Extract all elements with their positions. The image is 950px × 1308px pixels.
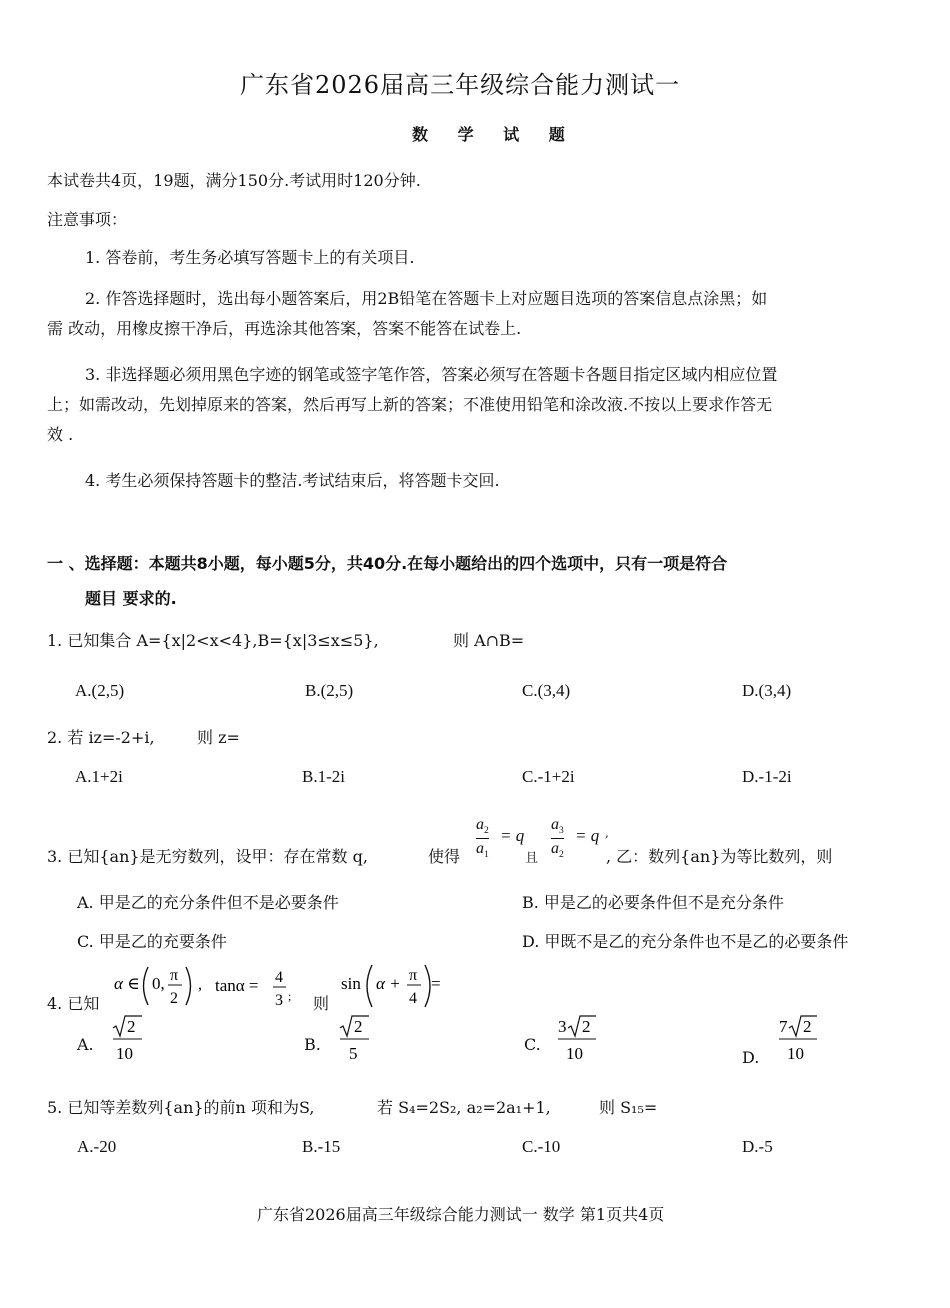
q4-comma: , [198,976,202,993]
exam-intro: 本试卷共4页，19题，满分150分.考试用时120分钟. [47,171,421,190]
subject-title: 数 学 试 题 [412,125,577,144]
q4-semicolon: ; [288,989,292,1003]
question-3-fraction-2: $a_3$ $a_2$ [551,816,564,860]
q4-pi: π [170,967,179,984]
q4-sin: sin [341,974,361,993]
notice-item-3-line2: 上；如需改动，先划掉原来的答案，然后再写上新的答案；不准使用铅笔和涂改液.不按以上要求作答无 [47,395,773,414]
question-2-tail: 则 z= [197,728,240,747]
notice-item-2-line2: 需 改动，用橡皮擦干净后，再选涂其他答案，答案不能答在试卷上. [47,319,522,338]
question-4-option-b-value [337,1014,377,1070]
question-4-option-d-label: D. [742,1048,760,1067]
question-3-and: 且 [525,851,539,866]
section-1-heading-line1: 一 、选择题：本题共8小题，每小题5分，共40分.在每小题给出的四个选项中，只有一项是符合 [47,554,728,573]
q4-sin-paren-right [425,965,430,1007]
q4-three: 3 [275,992,283,1009]
question-3-stem-a: 3. 已知{an}是无穷数列，设甲：存在常数 q, [47,847,368,866]
question-5-tail: 则 S₁₅= [599,1098,658,1117]
question-3-eq-2: = q [575,826,600,845]
q4-four2: 4 [409,990,417,1007]
q4-alpha-plus: α + [376,974,401,993]
svg-text:5: 5 [349,1044,358,1063]
q4-eq: = [431,974,441,993]
question-1-tail: 则 A∩B= [453,631,525,650]
q4-tan: tanα = [215,976,259,995]
question-1-option-b: B.(2,5) [305,681,354,700]
question-4-option-b-label: B. [304,1035,321,1054]
notice-item-1: 1. 答卷前，考生务必填写答题卡上的有关项目. [85,248,415,267]
question-2-option-b: B.1-2i [302,767,345,786]
q4-sin-paren-left [367,965,372,1007]
question-5-option-b: B.-15 [302,1137,341,1156]
question-3-option-c: C. 甲是乙的充要条件 [77,932,227,951]
question-4-option-c-label: C. [524,1035,541,1054]
question-4-then: 则 [313,994,330,1013]
q4-four: 4 [275,969,283,986]
notice-item-3-line3: 效 . [47,425,74,444]
svg-text:2: 2 [582,1017,591,1036]
question-3-option-d: D. 甲既不是乙的充分条件也不是乙的必要条件 [522,932,849,951]
notice-heading: 注意事项： [47,210,128,229]
q4-two: 2 [170,990,178,1007]
question-1-option-a: A.(2,5) [75,681,125,700]
question-4-option-d-value [777,1014,823,1070]
question-5-option-c: C.-10 [522,1137,561,1156]
svg-text:2: 2 [803,1017,812,1036]
svg-text:7: 7 [779,1017,788,1036]
svg-text:2: 2 [127,1017,136,1036]
question-2-option-d: D.-1-2i [742,767,792,786]
question-3-stem-c: , 乙：数列{an}为等比数列，则 [606,847,833,866]
question-2-stem: 2. 若 iz=-2+i, [47,728,155,747]
question-2-option-a: A.1+2i [75,767,123,786]
question-4-option-a-label: A. [77,1035,94,1054]
question-2-option-c: C.-1+2i [522,767,575,786]
q4-pi2: π [409,967,418,984]
svg-text:3: 3 [558,1017,567,1036]
svg-text:10: 10 [116,1044,133,1063]
page-footer: 广东省2026届高三年级综合能力测试一 数学 第1页共4页 [257,1205,665,1224]
question-5-stem: 5. 已知等差数列{an}的前n 项和为S, [47,1098,315,1117]
notice-item-3-line1: 3. 非选择题必须用黑色字迹的钢笔或签字笔作答，答案必须写在答题卡各题目指定区域内相应位置 [85,365,778,384]
question-4-label: 4. 已知 [47,994,100,1013]
svg-text:10: 10 [566,1044,583,1063]
question-3-stem-b: 使得 [428,847,461,866]
question-1-option-c: C.(3,4) [522,681,571,700]
question-5-option-d: D.-5 [742,1137,773,1156]
question-5-option-a: A.-20 [77,1137,117,1156]
question-4-target-formula [338,958,458,1014]
notice-item-2-line1: 2. 作答选择题时，选出每小题答案后，用2B铅笔在答题卡上对应题目选项的答案信息点涂黑；如 [85,289,768,308]
svg-text:2: 2 [354,1017,363,1036]
question-4-option-a-value [110,1014,150,1070]
question-1-option-d: D.(3,4) [742,681,792,700]
question-1-stem: 1. 已知集合 A={x|2<x<4},B={x|3≤x≤5}, [47,631,379,650]
exam-title: 广东省2026届高三年级综合能力测试一 [240,71,681,99]
q4-interval-left: 0, [152,974,165,993]
notice-item-4: 4. 考生必须保持答题卡的整洁.考试结束后，将答题卡交回. [85,471,500,490]
question-3-fraction-1: $a_2$ $a_1$ [476,816,489,860]
q4-paren-left [144,967,149,1005]
svg-text:10: 10 [787,1044,804,1063]
q4-paren-right [186,967,191,1005]
question-4-option-c-value [556,1014,602,1070]
question-3-comma: , [605,826,609,840]
section-1-heading-line2: 题目 要求的. [85,589,177,608]
question-3-option-a: A. 甲是乙的充分条件但不是必要条件 [77,893,339,912]
question-5-condition: 若 S₄=2S₂, a₂=2a₁+1, [377,1098,551,1117]
question-3-eq-1: = q [500,826,525,845]
question-3-option-b: B. 甲是乙的必要条件但不是充分条件 [522,893,784,912]
q4-alpha-in: α ∈ [114,974,140,993]
